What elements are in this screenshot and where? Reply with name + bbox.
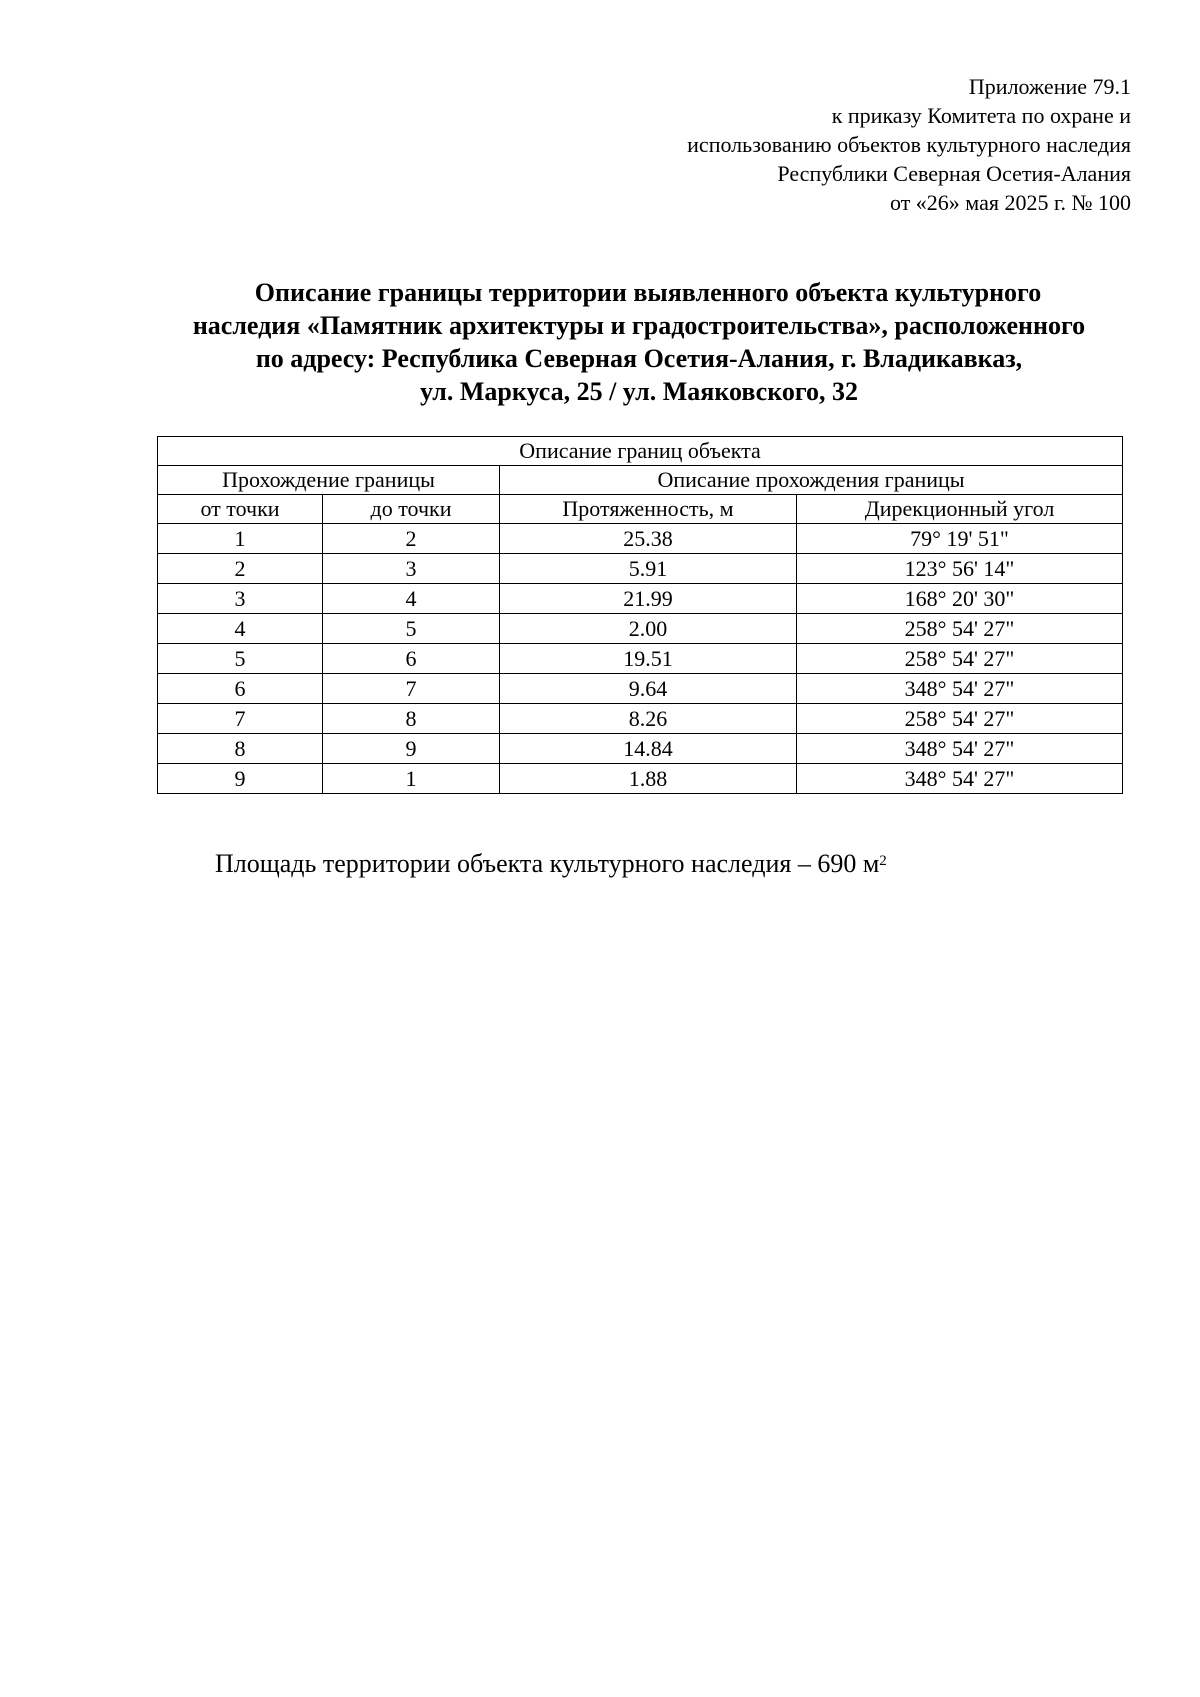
table-caption: Описание границ объекта (158, 437, 1123, 466)
cell-from-point: 3 (158, 584, 323, 614)
title-line-1: Описание границы территории выявленного объекта культурного (254, 278, 1042, 307)
cell-from-point: 6 (158, 674, 323, 704)
table-column-header-row (158, 495, 1123, 524)
cell-angle: 258° 54' 27" (797, 704, 1123, 734)
boundary-table (157, 436, 1123, 794)
cell-to-point: 2 (323, 524, 500, 554)
cell-length: 25.38 (500, 524, 797, 554)
table-row (158, 764, 1123, 794)
cell-angle: 348° 54' 27" (797, 764, 1123, 794)
cell-to-point: 4 (323, 584, 500, 614)
table-row (158, 734, 1123, 764)
cell-from-point: 9 (158, 764, 323, 794)
table-row (158, 554, 1123, 584)
cell-angle: 168° 20' 30" (797, 584, 1123, 614)
appendix-committee: использованию объектов культурного наследия (687, 132, 1131, 157)
table-row (158, 614, 1123, 644)
area-superscript: 2 (879, 853, 887, 869)
column-header-angle: Дирекционный угол (797, 495, 1123, 524)
cell-to-point: 8 (323, 704, 500, 734)
cell-angle: 79° 19' 51" (797, 524, 1123, 554)
cell-to-point: 5 (323, 614, 500, 644)
cell-length: 21.99 (500, 584, 797, 614)
cell-from-point: 5 (158, 644, 323, 674)
table-row (158, 674, 1123, 704)
table-row (158, 704, 1123, 734)
cell-from-point: 8 (158, 734, 323, 764)
cell-to-point: 6 (323, 644, 500, 674)
column-header-length: Протяженность, м (500, 495, 797, 524)
appendix-number: Приложение 79.1 (968, 74, 1131, 99)
cell-length: 1.88 (500, 764, 797, 794)
document-title (148, 276, 1130, 408)
table-row (158, 524, 1123, 554)
table-row (158, 644, 1123, 674)
table-caption-row (158, 437, 1123, 466)
cell-from-point: 1 (158, 524, 323, 554)
title-line-2: наследия «Памятник архитектуры и градостроительства», расположенного (192, 311, 1086, 340)
table-row (158, 584, 1123, 614)
cell-to-point: 7 (323, 674, 500, 704)
cell-from-point: 4 (158, 614, 323, 644)
cell-angle: 348° 54' 27" (797, 674, 1123, 704)
area-text: Площадь территории объекта культурного наследия – 690 м (215, 849, 880, 878)
group-header-passage: Прохождение границы (158, 466, 500, 495)
table-group-header-row (158, 466, 1123, 495)
appendix-header (431, 72, 1131, 217)
area-statement (215, 848, 887, 880)
appendix-date-number: от «26» мая 2025 г. № 100 (889, 190, 1131, 215)
cell-to-point: 3 (323, 554, 500, 584)
group-header-description: Описание прохождения границы (500, 466, 1123, 495)
cell-angle: 258° 54' 27" (797, 644, 1123, 674)
cell-angle: 123° 56' 14" (797, 554, 1123, 584)
appendix-republic: Республики Северная Осетия-Алания (777, 161, 1131, 186)
cell-to-point: 1 (323, 764, 500, 794)
cell-length: 2.00 (500, 614, 797, 644)
title-line-3: по адресу: Республика Северная Осетия-Алания, г. Владикавказ, (255, 344, 1023, 373)
cell-from-point: 2 (158, 554, 323, 584)
column-header-from-point: от точки (158, 495, 323, 524)
cell-length: 14.84 (500, 734, 797, 764)
cell-length: 5.91 (500, 554, 797, 584)
cell-length: 9.64 (500, 674, 797, 704)
column-header-to-point: до точки (323, 495, 500, 524)
title-line-4: ул. Маркуса, 25 / ул. Маяковского, 32 (419, 377, 859, 406)
cell-angle: 258° 54' 27" (797, 614, 1123, 644)
cell-to-point: 9 (323, 734, 500, 764)
cell-angle: 348° 54' 27" (797, 734, 1123, 764)
appendix-order-ref: к приказу Комитета по охране и (831, 103, 1131, 128)
cell-length: 8.26 (500, 704, 797, 734)
cell-length: 19.51 (500, 644, 797, 674)
cell-from-point: 7 (158, 704, 323, 734)
